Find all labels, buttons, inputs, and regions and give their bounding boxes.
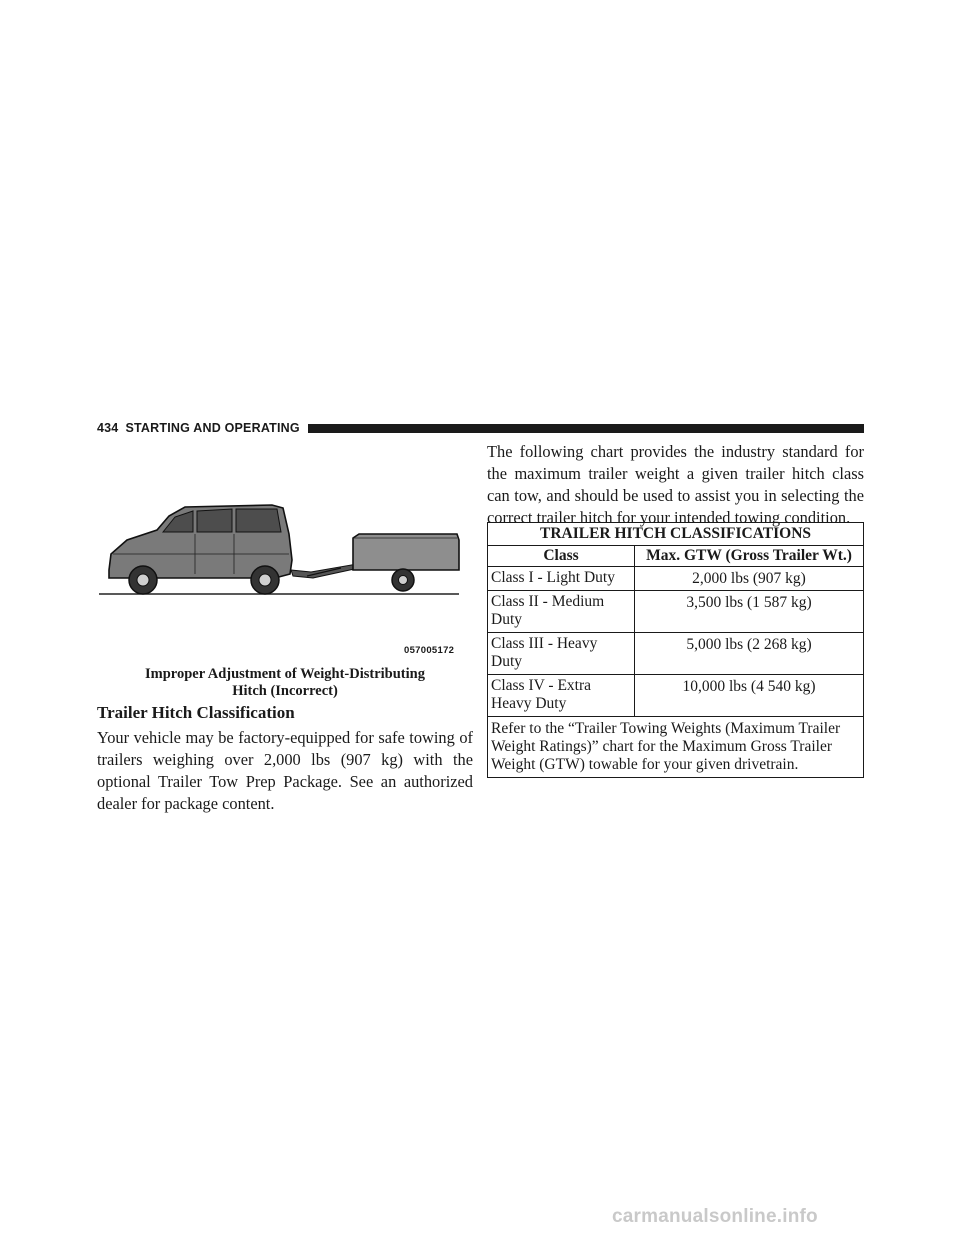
hitch-classification-table <box>487 522 864 778</box>
page-number: 434 <box>97 421 119 435</box>
minivan-trailer-illustration <box>97 490 473 665</box>
table-row <box>488 675 864 717</box>
class-cell: Class III - Heavy Duty <box>488 633 635 675</box>
table-note: Refer to the “Trailer Towing Weights (Maximum Trailer Weight Ratings)” chart for the Maximum Gross Trailer Weight (GTW) towable for your given drivetrain. <box>488 717 864 778</box>
class-cell: Class I - Light Duty <box>488 567 635 591</box>
watermark: carmanualsonline.info <box>612 1206 818 1227</box>
section-title: STARTING AND OPERATING <box>125 421 300 435</box>
section-heading: Trailer Hitch Classification <box>97 703 295 722</box>
table-title: TRAILER HITCH CLASSIFICATIONS <box>488 523 864 546</box>
gtw-cell: 2,000 lbs (907 kg) <box>635 567 864 591</box>
class-cell: Class IV - Extra Heavy Duty <box>488 675 635 717</box>
figure-caption-line-2: Hitch (Incorrect) <box>232 683 338 699</box>
page-header <box>97 419 864 437</box>
table-row <box>488 633 864 675</box>
body-paragraph: Your vehicle may be factory-equipped for safe towing of trailers weighing over 2,000 lbs (907 kg) with the optional Trailer Tow Prep Package. See an authorized dealer for package content. <box>97 728 473 813</box>
intro-paragraph: The following chart provides the industry standard for the maximum trailer weight a given trailer hitch class can tow, and should be used to assist you in selecting the correct trailer hitch for your intended towing condition. <box>487 442 864 527</box>
table-row <box>488 591 864 633</box>
gtw-cell: 3,500 lbs (1 587 kg) <box>635 591 864 633</box>
figure-caption <box>97 666 473 700</box>
figure-code: 057005172 <box>404 645 455 656</box>
minivan-trailer-drawing <box>97 490 473 665</box>
class-cell: Class II - Medium Duty <box>488 591 635 633</box>
gtw-cell: 5,000 lbs (2 268 kg) <box>635 633 864 675</box>
table-row <box>488 567 864 591</box>
gtw-cell: 10,000 lbs (4 540 kg) <box>635 675 864 717</box>
column-header-class: Class <box>488 546 635 567</box>
column-header-gtw: Max. GTW (Gross Trailer Wt.) <box>635 546 864 567</box>
figure-caption-line-1: Improper Adjustment of Weight-Distributing <box>145 666 425 682</box>
header-rule <box>308 424 864 433</box>
